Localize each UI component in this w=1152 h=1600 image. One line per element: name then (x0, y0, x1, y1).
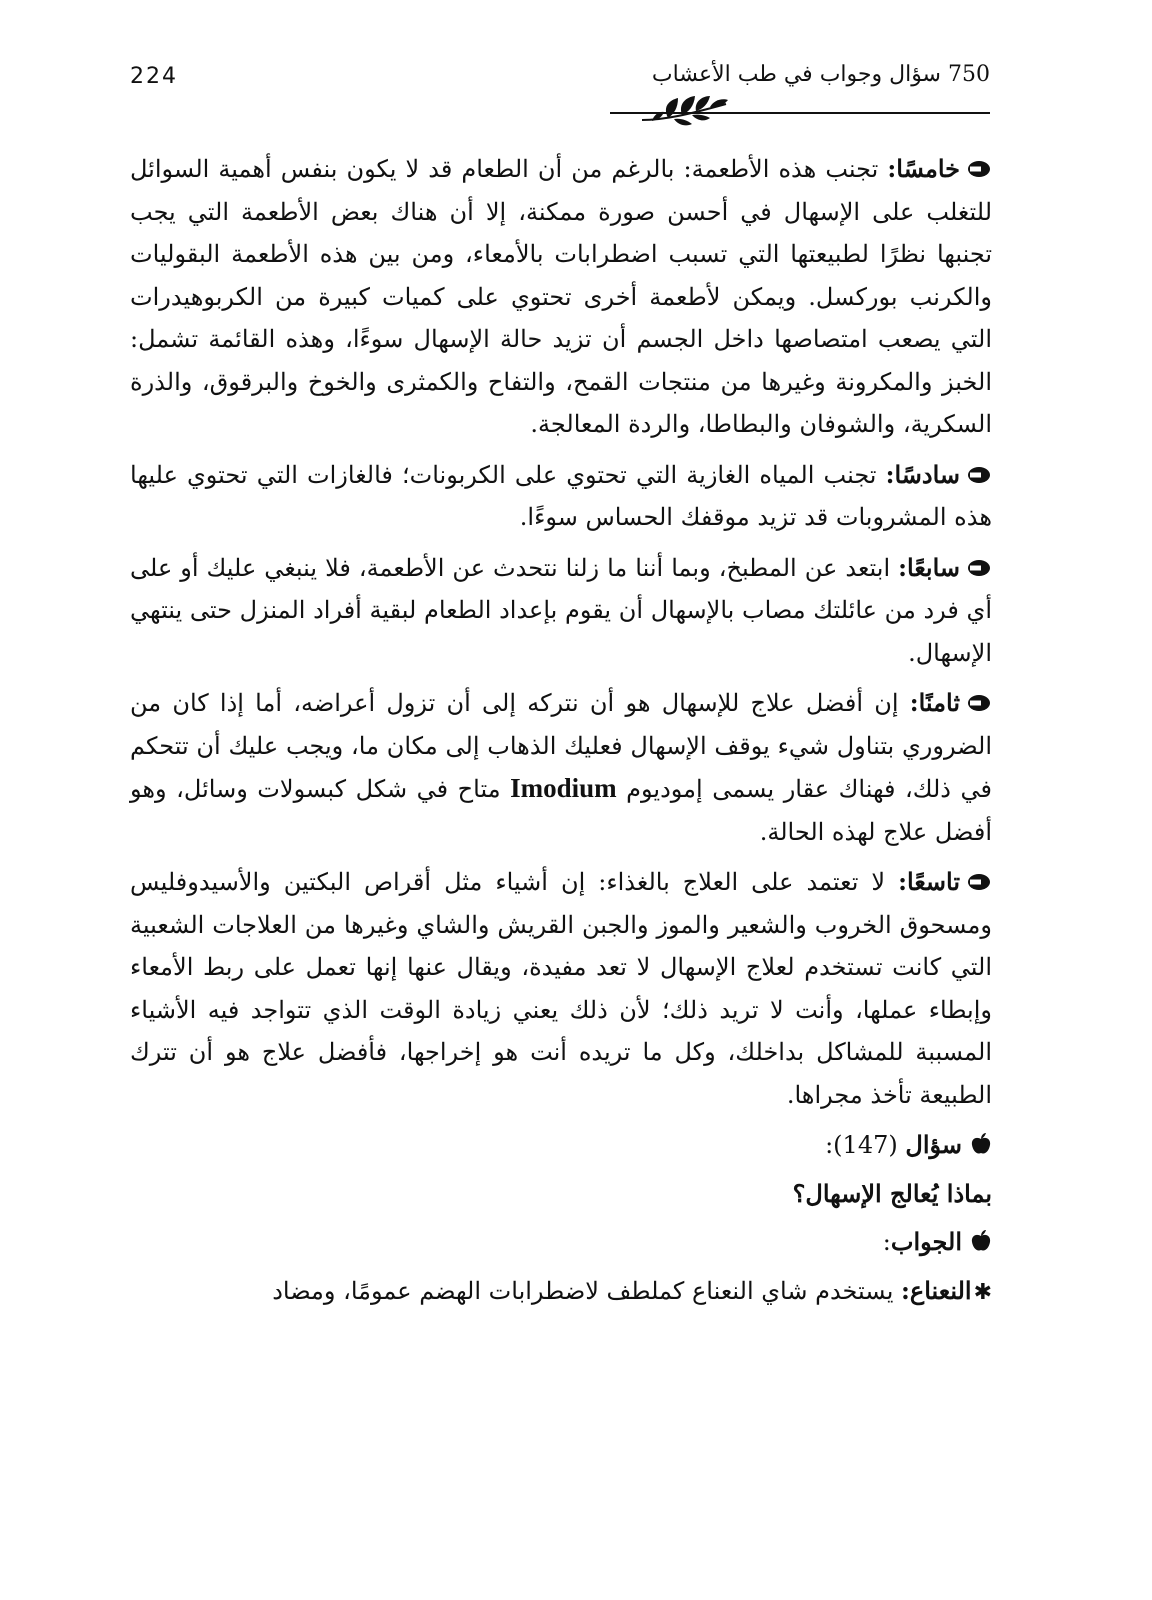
paragraph-ninth (130, 861, 992, 1116)
paragraph-text: تجنب هذه الأطعمة: بالرغم من أن الطعام قد لا يكون بنفس أهمية السوائل للتغلب على الإسهال في أحسن صورة ممكنة، إلا أن هناك بعض الأطعمة التي يجب تجنبها نظرًا لطبيعتها التي تسبب اضطرابات بالأمعاء، ومن بين هذه الأطعمة البقوليات والكرنب بوركسل. ويمكن لأطعمة أخرى تحتوي على كميات كبيرة من الكربوهيدرات التي يصعب امتصاصها داخل الجسم أن تزيد حالة الإسهال سوءًا، وهذه القائمة تشمل: الخبز والمكرونة وغيرها من منتجات القمح، والتفاح والكمثرى والخوخ والبرقوق، والذرة السكرية، والشوفان والبطاطا، والردة المعالجة. (130, 155, 993, 438)
paragraph-text: تجنب المياه الغازية التي تحتوي على الكربونات؛ فالغازات التي تحتوي عليها هذه المشروبات قد تزيد موقفك الحساس سوءًا. (130, 460, 992, 531)
page-header (130, 62, 990, 122)
page-body (130, 148, 992, 1322)
paragraph-lead: تاسعًا: (898, 867, 960, 896)
paragraph-text: إن أفضل علاج للإسهال هو أن نتركه إلى أن تزول أعراضه، أما إذا كان من الضروري بتناول شيء يوقف الإسهال فعليك الذهاب إلى مكان ما، ويجب عليك أن تتحكم في ذلك، فهناك عقار يسمى إموديوم (130, 689, 992, 803)
pointer-bullet-icon (966, 558, 992, 578)
herb-name: النعناع: (901, 1275, 972, 1305)
pointer-bullet-icon (966, 465, 992, 485)
paragraph-seventh (130, 547, 992, 675)
paragraph-sixth (130, 454, 992, 539)
paragraph-lead: سابعًا: (898, 552, 960, 582)
question-heading (130, 1124, 992, 1167)
herb-entry-mint (130, 1270, 992, 1315)
paragraph-text: لا تعتمد على العلاج بالغذاء: إن أشياء مثل أقراص البكتين والأسيدوفليس ومسحوق الخروب والشعير والموز والجبن القريش والشاي وغيرها من العلاجات الشعبية التي كانت تستخدم لعلاج الإسهال لا تعد مفيدة، ويقال عنها إنها تعمل على ربط الأمعاء وإبطاء عملها، وأنت لا تريد ذلك؛ لأن ذلك يعني زيادة الوقت الذي تتواجد فيه الأشياء المسببة للمشاكل بداخلك، وكل ما تريده أنت هو إخراجها، فأفضل علاج هو أن تترك الطبيعة تأخذ مجراها. (130, 868, 993, 1109)
drug-name-latin: Imodium (510, 773, 617, 803)
leaf-ornament-icon (640, 94, 730, 128)
pointer-bullet-icon (966, 872, 992, 892)
running-title: 750 سؤال وجواب في طب الأعشاب (651, 62, 990, 87)
paragraph-eighth (130, 682, 992, 853)
page-number: 224 (130, 64, 178, 89)
apple-icon (970, 1132, 992, 1156)
answer-heading (130, 1221, 992, 1264)
answer-colon: : (882, 1228, 891, 1256)
herb-text: يستخدم شاي النعناع كملطف لاضطرابات الهضم عمومًا، ومضاد (272, 1276, 902, 1305)
paragraph-lead: ثامنًا: (909, 688, 960, 717)
apple-icon (970, 1229, 992, 1253)
pointer-bullet-icon (966, 159, 992, 179)
question-text: بماذا يُعالج الإسهال؟ (792, 1178, 992, 1208)
question-number: (147): (825, 1131, 898, 1159)
answer-label: الجواب (890, 1227, 962, 1256)
paragraph-text: ابتعد عن المطبخ، وبما أننا ما زلنا نتحدث عن الأطعمة، فلا ينبغي عليك أو على أي فرد من عائلتك مصاب بالإسهال أن يقوم بإعداد الطعام لبقية أفراد المنزل حتى ينتهي الإسهال. (130, 553, 992, 667)
paragraph-lead: خامسًا: (887, 154, 960, 183)
star-bullet-icon: ✱ (973, 1279, 992, 1305)
paragraph-fifth (130, 148, 992, 446)
pointer-bullet-icon (966, 693, 992, 713)
question-label: سؤال (905, 1130, 962, 1159)
paragraph-text-continued: متاح في شكل كبسولات وسائل، وهو أفضل علاج لهذه الحالة. (130, 775, 992, 846)
paragraph-lead: سادسًا: (885, 459, 960, 489)
